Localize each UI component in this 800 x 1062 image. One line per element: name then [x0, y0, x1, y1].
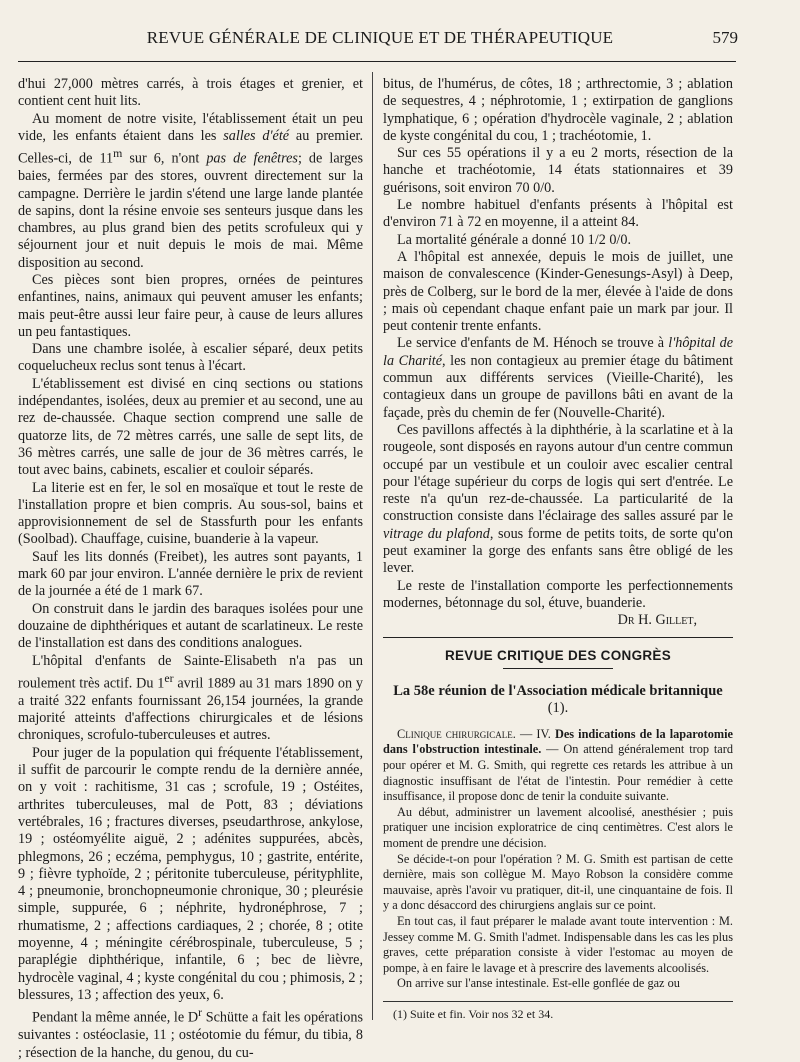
paragraph: Pendant la même année, le $D^r$ Schütte a fait les opérations suivantes : ostéoclasie, 11 ; ostéotomie du fémur, du tibia, 8 ; résection de la hanche, du genou, du cu-: [18, 1005, 363, 1061]
paragraph: Se décide-t-on pour l'opération ? M. G. Smith est partisan de cette dernière, mais son collègue M. Mayo Robson la considère comme mauvaise, après l'avoir vu pratiquer, dit-il, une cinquantaine de fois. Il y a donc désaccord des chirurgiens anglais sur ce point.: [383, 851, 733, 913]
footnote: (1) Suite et fin. Voir nos 32 et 34.: [393, 1006, 554, 1021]
section-underline: [503, 668, 613, 669]
author-signature: Dr H. Gillet,: [617, 612, 697, 629]
footnote-rule: [383, 1001, 733, 1002]
paragraph: A l'hôpital est annexée, depuis le mois de juillet, une maison de convalescence (Kinder-Genesungs-Asyl) à Deep, près de Colberg, sur le bord de la mer, élevée à l'aide de dons ; mais où cependant chaque enfant paie un mark par jour. Il peut contenir trente enfants.: [383, 248, 733, 335]
paragraph: En tout cas, il faut préparer le malade avant toute intervention : M. Jessey comme M. G. Smith l'admet. Indispensable dans les cas les plus graves, cette préparation consiste à vider l'estomac au moyen de pompe, à en faire le lavage et à prescrire des lavements alcoolisés.: [383, 913, 733, 975]
section-rule: [383, 637, 733, 638]
paragraph: Clinique chirurgicale. — IV. Des indications de la laparotomie dans l'obstruction intestinale. — On attend généralement trop tard pour opérer et M. G. Smith, qui regrette ces retards les attribue à un diagnostic insuffisant de l'état de l'intestin. Pour remédier à cette insuffisance, il propose donc de tenir la conduite suivante.: [383, 726, 734, 804]
right-column: [383, 76, 733, 1022]
section-title: REVUE CRITIQUE DES CONGRÈS: [444, 647, 672, 663]
paragraph: Au début, administrer un lavement alcoolisé, anesthésier ; puis pratiquer une incision exploratrice de cinq centimètres. C'est alors le moment de prendre une décision.: [383, 804, 733, 850]
column-divider: [372, 72, 373, 1020]
paragraph: bitus, de l'humérus, de côtes, 18 ; arthrectomie, 3 ; ablation de sequestres, 4 ; néphrotomie, 1 ; extirpation de ganglions lymphatique, 6 ; opération d'hydrocèle vaginale, 2 ; ablation de kyste congénital du cou, 1 ; trachéotomie, 1.: [383, 76, 733, 144]
running-title: REVUE GÉNÉRALE DE CLINIQUE ET DE THÉRAPEUTIQUE: [146, 28, 614, 47]
paragraph: Au moment de notre visite, l'établissement était un peu vide, les enfants étaient dans les salles d'été au premier. Celles-ci, de 11$^m$ sur 6, n'ont pas de fenêtres; de larges baies, fermées par des stores, ouvrent directement sur la campagne. Derrière le jardin s'étend une large lande plantée de sapins, dont la résine envoie ses senteurs jusque dans les chambres, au plus grand bien des petits scrofuleux qui y séjournent jour et nuit depuis le mois de mai. Même disposition au second.: [18, 110, 364, 271]
paragraph: La literie est en fer, le sol en mosaïque et tout le reste de l'installation propre et bien compris. Au sous-sol, bains et approvisionnement de sel de Stassfurth pour les enfants (Soolbad). Chauffage, cuisine, buanderie à la vapeur.: [18, 479, 363, 548]
paragraph: Dans une chambre isolée, à escalier séparé, deux petits coquelucheux reclus sont tenus à l'écart.: [18, 341, 363, 375]
page-number: 579: [712, 28, 738, 47]
left-column: [18, 76, 363, 1062]
page-header: [0, 28, 800, 54]
article-title: La 58e réunion de l'Association médicale britannique (1).: [393, 682, 723, 716]
paragraph: On construit dans le jardin des baraques isolées pour une douzaine de diphthériques et autant de scarlatineux. Le reste de l'installation est dans des conditions analogues.: [18, 600, 363, 652]
article-body: [383, 727, 733, 992]
paragraph: Ces pièces sont bien propres, ornées de peintures enfantines, nains, animaux qui peuvent amuser les enfants; mais peut-être aussi leur faire peur, à cause de leurs allures un peu fantastiques.: [18, 272, 363, 340]
paragraph: L'hôpital d'enfants de Sainte-Elisabeth n'a pas un roulement très actif. Du 1er avril 1889 au 31 mars 1890 on y a traité 322 enfants fournissant 26,154 journées, la grande majorité atteints d'affections chirurgicales et de lésions chroniques, scrofulo-tuberculeuses et autres.: [18, 652, 363, 744]
paragraph: Le reste de l'installation comporte les perfectionnements modernes, bétonnage du sol, étuve, buanderie.: [383, 577, 733, 611]
paragraph: Pour juger de la population qui fréquente l'établissement, il suffit de parcourir le compte rendu de la dernière année, on y voit : rachitisme, 31 cas ; scrofule, 19 ; Ostéites, arthrites tuberculeuses, mal de Pott, 83 ; déviations vertébrales, 16 ; fractures diverses, pseudarthrose, ankylose, 19 ; ostéomyélite aiguë, 2 ; adénites suppurées, abcès, phlegmons, 26 ; eczéma, pemphygus, 10 ; gastrite, entérite, 9 ; fièvre typhoïde, 2 ; péritonite tuberculeuse, pérityphlite, 4 ; pneumonie, bronchopneumonie chronique, 30 ; pleurésie simple, suppurée, 6 ; néphrite, hydronéphrose, 7 ; rhumatisme, 2 ; affections cardiaques, 2 ; chorée, 8 ; otite moyenne, 4 ; méningite cérébrospinale, tuberculeuse, 5 ; paraplégie diphthérique, infantile, 6 ; bec de lièvre, hydrocèle vaginal, 4 ; kyste congénital du cou ; phimosis, 2 ; blessures, 13 ; affection des yeux, 6.: [18, 744, 363, 1003]
paragraph: On arrive sur l'anse intestinale. Est-elle gonflée de gaz ou: [397, 976, 680, 991]
paragraph: L'établissement est divisé en cinq sections ou stations indépendantes, isolées, deux au premier et au second, une au rez de-chaussée. Chaque section comprend une salle de quatorze lits, de 72 mètres carrés, une salle de sept lits, de 36 mètres carrés, une salle de jour de 36 mètres carrés, le tout avec bains, cabinets, escalier et couloir séparés.: [18, 375, 363, 479]
header-rule: [18, 61, 736, 62]
paragraph: Sur ces 55 opérations il y a eu 2 morts, résection de la hanche et trachéotomie, 14 états stationnaires et 39 guérisons, soit environ 70 0/0.: [383, 145, 733, 196]
paragraph: d'hui 27,000 mètres carrés, à trois étages et grenier, et contient cent huit lits.: [18, 76, 363, 110]
paragraph: La mortalité générale a donné 10 1/2 0/0.: [397, 231, 632, 248]
paragraph: Le nombre habituel d'enfants présents à l'hôpital est d'environ 71 à 72 en moyenne, il a atteint 84.: [383, 197, 733, 231]
paragraph: Le service d'enfants de M. Hénoch se trouve à l'hôpital de la Charité, les non contagieux au premier étage du bâtiment commun aux différents services (Vieille-Charité), les contagieux dans un groupe de pavillons bâti en avant de la façade, près du chemin de fer (Nouvelle-Charité).: [383, 335, 734, 421]
paragraph: Sauf les lits donnés (Freibet), les autres sont payants, 1 mark 60 par jour environ. L'année dernière le prix de revient de la journée a été de 1 mark 67.: [18, 548, 363, 600]
paragraph: Ces pavillons affectés à la diphthérie, à la scarlatine et à la rougeole, sont disposés en rayons autour d'un centre commun occupé par un vestibule et un couloir avec escalier central pour l'étage supérieur du corps de logis qui sert d'entrée. Le reste n'a qu'un rez-de-chaussée. La particularité de la construction consiste dans l'éclairage des salles assuré par le vitrage du plafond, sous forme de petits toits, de sorte qu'on peut examiner la gorge des enfants sans être obligé de les lever.: [383, 421, 734, 577]
